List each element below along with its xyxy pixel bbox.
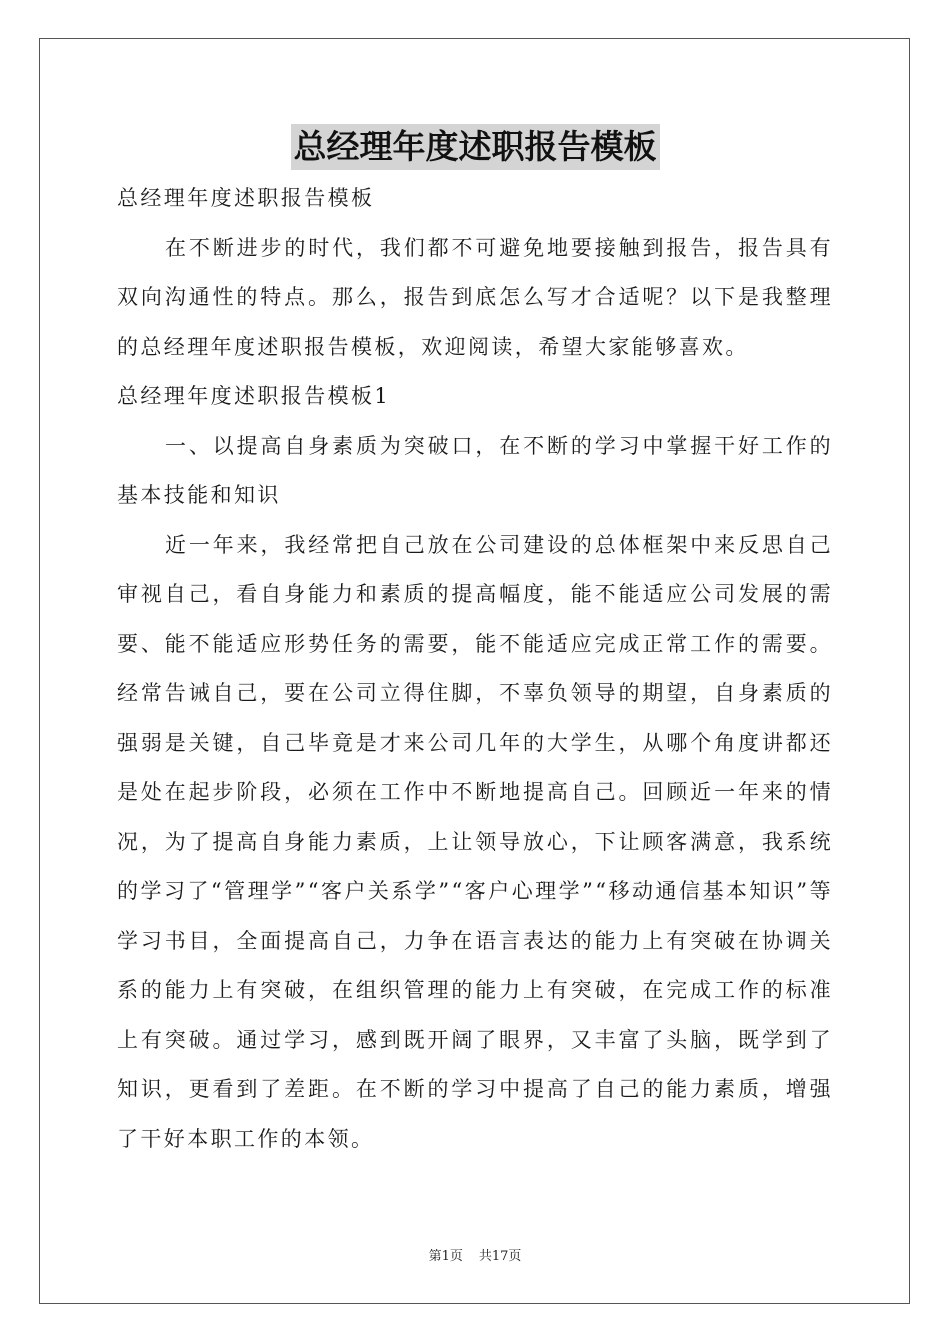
document-title: 总经理年度述职报告模板 — [291, 124, 660, 170]
intro-paragraph: 在不断进步的时代，我们都不可避免地要接触到报告，报告具有双向沟通性的特点。那么，报告到底怎么写才合适呢？以下是我整理的总经理年度述职报告模板，欢迎阅读，希望大家能够喜欢。 — [117, 235, 833, 359]
body-paragraph: 近一年来，我经常把自己放在公司建设的总体框架中来反思自己审视自己，看自身能力和素质的提高幅度，能不能适应公司发展的需要、能不能适应形势任务的需要，能不能适应完成正常工作的需要。经常告诫自己，要在公司立得住脚，不辜负领导的期望，自身素质的强弱是关键，自己毕竟是才来公司几年的大学生，从哪个角度讲都还是处在起步阶段，必须在工作中不断地提高自己。回顾近一年来的情况，为了提高自身能力素质，上让领导放心，下让顾客满意，我系统的学习了“管理学”“客户关系学”“客户心理学”“移动通信基本知识”等学习书目，全面提高自己，力争在语言表达的能力上有突破在协调关系的能力上有突破，在组织管理的能力上有突破，在完成工作的标准上有突破。通过学习，感到既开阔了眼界，又丰富了头脑，既学到了知识，更看到了差距。在不断的学习中提高了自己的能力素质，增强了干好本职工作的本领。 — [117, 532, 833, 1151]
point-heading: 一、以提高自身素质为突破口，在不断的学习中掌握干好工作的基本技能和知识 — [117, 433, 833, 507]
document-body — [117, 174, 833, 1164]
page-number: 第1页 — [428, 1249, 463, 1264]
subtitle-paragraph: 总经理年度述职报告模板 — [117, 186, 375, 210]
page-footer — [0, 1248, 950, 1266]
total-pages: 共17页 — [478, 1249, 522, 1264]
title-container — [0, 124, 950, 170]
section-heading: 总经理年度述职报告模板1 — [117, 384, 391, 408]
